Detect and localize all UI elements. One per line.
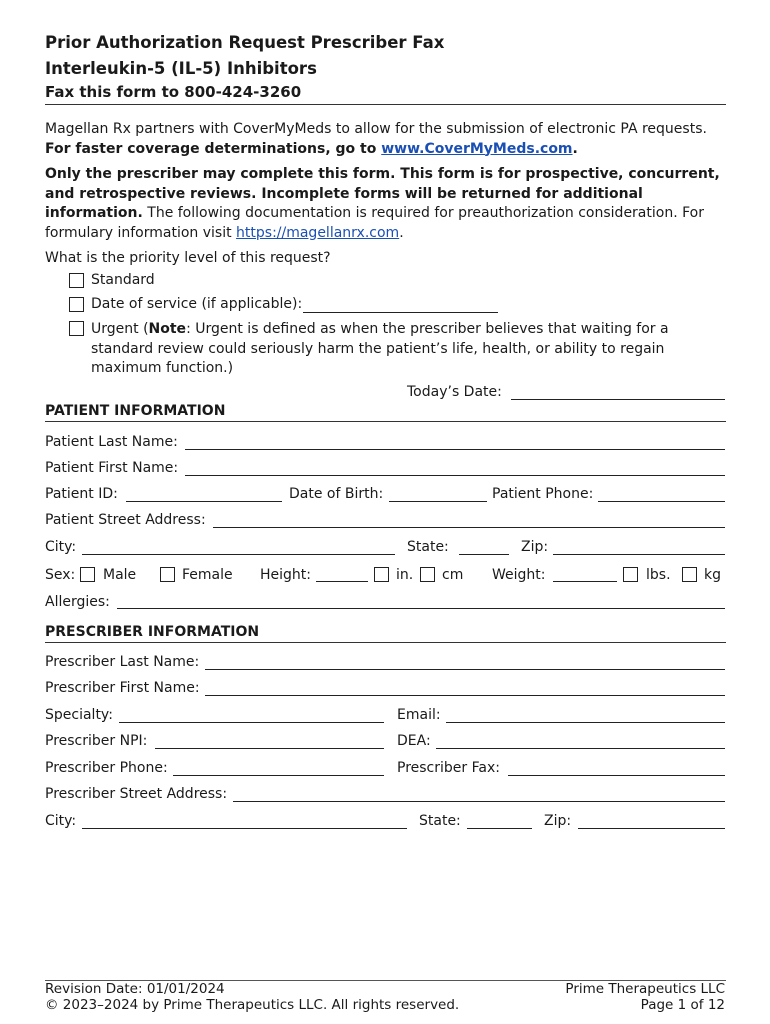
prescriber-fax-label: Prescriber Fax: [397, 760, 500, 776]
patient-id-field[interactable] [126, 501, 282, 502]
patient-section-heading: PATIENT INFORMATION [45, 403, 226, 419]
todays-date-field[interactable] [511, 399, 725, 400]
dob-field[interactable] [389, 501, 487, 502]
sex-label: Sex: [45, 567, 76, 583]
patient-zip-label: Zip: [521, 539, 549, 555]
prescriber-street-field[interactable] [233, 801, 725, 802]
covermymeds-link[interactable]: www.CoverMyMeds.com [381, 140, 573, 157]
patient-last-name-label: Patient Last Name: [45, 434, 178, 450]
intro-period-2: . [399, 224, 404, 241]
urgent-line-1: : Urgent is defined as when the prescriber believes that waiting for a [186, 321, 669, 337]
lbs-label: lbs. [646, 567, 671, 583]
email-label: Email: [397, 707, 441, 723]
prescriber-zip-label: Zip: [544, 813, 572, 829]
prescriber-first-name-field[interactable] [205, 695, 725, 696]
patient-street-label: Patient Street Address: [45, 512, 206, 528]
prescriber-street-label: Prescriber Street Address: [45, 786, 228, 802]
dob-label: Date of Birth: [289, 486, 384, 502]
intro-paragraph-2 [45, 165, 727, 243]
intro-text: Magellan Rx partners with CoverMyMeds to allow for the submission of electronic PA requests. [45, 121, 707, 137]
inches-label: in. [396, 567, 414, 583]
urgent-description [91, 320, 669, 379]
npi-field[interactable] [155, 748, 384, 749]
kg-label: kg [704, 567, 721, 583]
dea-label: DEA: [397, 733, 431, 749]
documentation-text: The following documentation is required for preauthorization consideration. For formulary information visit [45, 205, 704, 241]
urgent-line-3: maximum function.) [91, 360, 234, 376]
patient-id-label: Patient ID: [45, 486, 118, 502]
cm-checkbox[interactable] [420, 567, 435, 582]
prescriber-first-name-label: Prescriber First Name: [45, 680, 200, 696]
weight-label: Weight: [492, 567, 546, 583]
specialty-field[interactable] [119, 722, 384, 723]
prescriber-only-notice: Only the prescriber may complete this form. This form is for prospective, concurrent, and retrospective reviews. Incomplete forms will be returned for additional information. [45, 166, 720, 221]
kg-checkbox[interactable] [682, 567, 697, 582]
magellanrx-link[interactable]: https://magellanrx.com [236, 224, 400, 241]
date-of-service-label: Date of service (if applicable): [91, 296, 303, 312]
form-title: Prior Authorization Request Prescriber Fax [45, 33, 445, 52]
patient-phone-label: Patient Phone: [492, 486, 594, 502]
specialty-label: Specialty: [45, 707, 113, 723]
prescriber-state-field[interactable] [467, 828, 532, 829]
patient-zip-field[interactable] [553, 554, 725, 555]
male-label: Male [103, 567, 137, 583]
urgent-label: Urgent ( [91, 321, 149, 337]
todays-date-label: Today’s Date: [407, 384, 502, 400]
prescriber-phone-field[interactable] [173, 775, 384, 776]
intro-bold-text: For faster coverage determinations, go to [45, 140, 382, 157]
standard-label: Standard [91, 272, 155, 288]
company-name: Prime Therapeutics LLC [565, 981, 725, 997]
patient-street-field[interactable] [213, 527, 725, 528]
dea-field[interactable] [436, 748, 725, 749]
weight-field[interactable] [553, 581, 617, 582]
npi-label: Prescriber NPI: [45, 733, 148, 749]
patient-section-rule [45, 421, 726, 422]
prescriber-section-heading: PRESCRIBER INFORMATION [45, 624, 260, 640]
priority-question: What is the priority level of this request? [45, 250, 331, 266]
lbs-checkbox[interactable] [623, 567, 638, 582]
page-number: Page 1 of 12 [640, 997, 725, 1013]
patient-state-label: State: [407, 539, 449, 555]
intro-period: . [572, 140, 578, 157]
patient-state-field[interactable] [459, 554, 509, 555]
patient-phone-field[interactable] [598, 501, 725, 502]
prescriber-state-label: State: [419, 813, 461, 829]
fax-number: Fax this form to 800-424-3260 [45, 83, 302, 101]
date-of-service-checkbox[interactable] [69, 297, 84, 312]
patient-last-name-field[interactable] [185, 449, 725, 450]
patient-first-name-label: Patient First Name: [45, 460, 179, 476]
standard-checkbox[interactable] [69, 273, 84, 288]
prescriber-phone-label: Prescriber Phone: [45, 760, 168, 776]
note-label: Note [148, 321, 187, 337]
height-field[interactable] [316, 581, 368, 582]
drug-class-title: Interleukin-5 (IL-5) Inhibitors [45, 59, 317, 78]
prescriber-city-label: City: [45, 813, 77, 829]
urgent-checkbox[interactable] [69, 321, 84, 336]
prescriber-last-name-label: Prescriber Last Name: [45, 654, 200, 670]
prescriber-section-rule [45, 642, 726, 643]
female-checkbox[interactable] [160, 567, 175, 582]
cm-label: cm [442, 567, 464, 583]
prescriber-fax-field[interactable] [508, 775, 725, 776]
male-checkbox[interactable] [80, 567, 95, 582]
patient-first-name-field[interactable] [185, 475, 725, 476]
date-of-service-field[interactable] [303, 312, 498, 313]
intro-paragraph-1 [45, 120, 727, 159]
prescriber-city-field[interactable] [82, 828, 407, 829]
copyright-notice: © 2023–2024 by Prime Therapeutics LLC. All rights reserved. [45, 997, 460, 1013]
urgent-line-2: standard review could seriously harm the patient’s life, health, or ability to regain [91, 340, 665, 357]
prescriber-last-name-field[interactable] [205, 669, 725, 670]
height-label: Height: [260, 567, 311, 583]
patient-city-label: City: [45, 539, 77, 555]
allergies-label: Allergies: [45, 594, 110, 610]
inches-checkbox[interactable] [374, 567, 389, 582]
revision-date: Revision Date: 01/01/2024 [45, 981, 225, 997]
email-field[interactable] [446, 722, 725, 723]
prescriber-zip-field[interactable] [578, 828, 725, 829]
female-label: Female [182, 567, 233, 583]
allergies-field[interactable] [117, 608, 725, 609]
patient-city-field[interactable] [82, 554, 395, 555]
header-rule [45, 104, 726, 105]
